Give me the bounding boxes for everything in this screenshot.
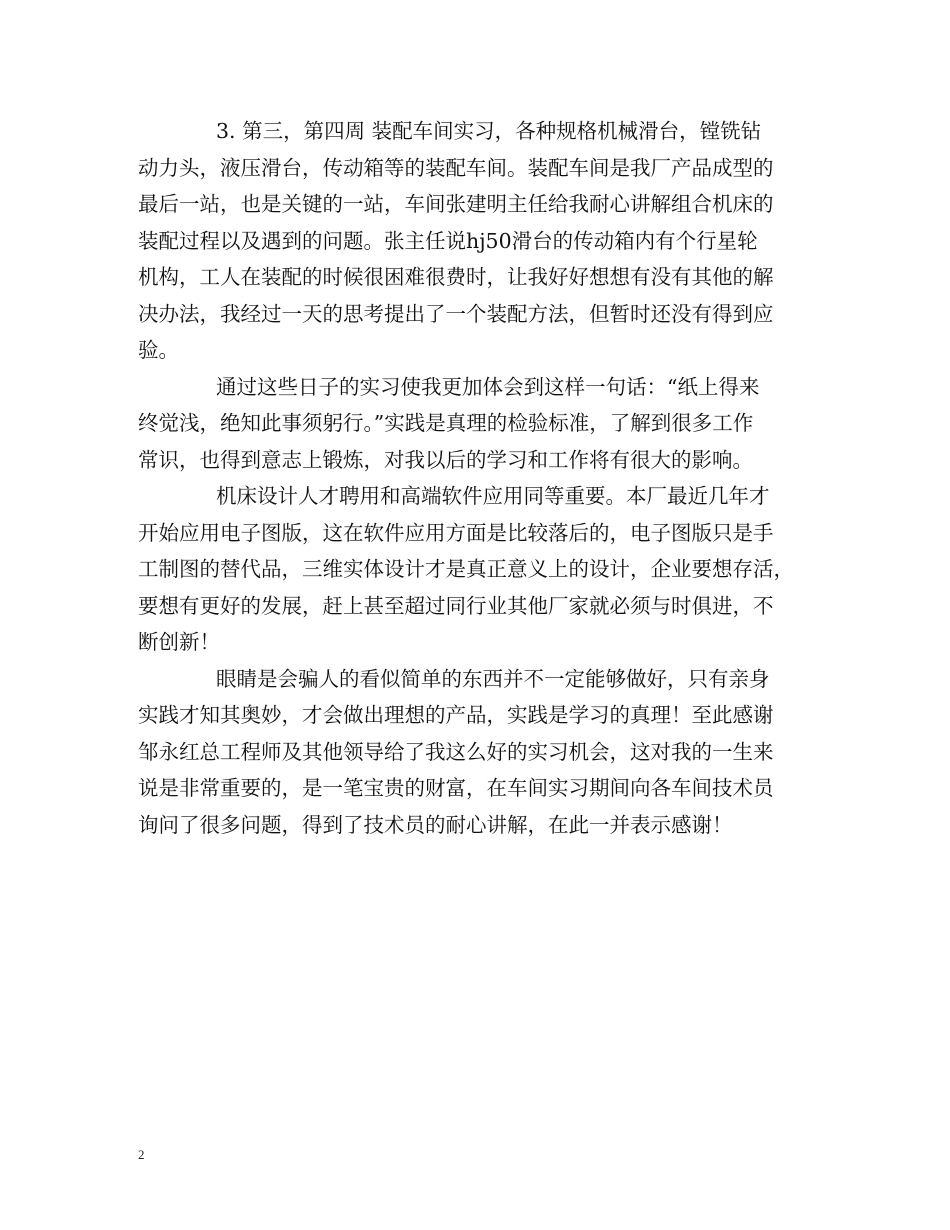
text-line: 工制图的替代品，三维实体设计才是真正意义上的设计，企业要想存活， xyxy=(138,557,794,581)
document-body xyxy=(138,113,822,843)
text-line: 询问了很多问题，得到了技术员的耐心讲解，在此一并表示感谢！ xyxy=(138,812,733,837)
paragraph-acknowledgement xyxy=(138,661,822,844)
text-line: 说是非常重要的，是一笔宝贵的财富，在车间实习期间向各车间技术员 xyxy=(138,776,774,800)
paragraph-assembly-workshop xyxy=(138,113,822,369)
text-line: 最后一站，也是关键的一站，车间张建明主任给我耐心讲解组合机床的 xyxy=(138,192,774,216)
text-line: 决办法，我经过一天的思考提出了一个装配方法，但暂时还没有得到应 xyxy=(138,301,774,326)
text-line: 常识，也得到意志上锻炼，对我以后的学习和工作将有很大的影响。 xyxy=(138,447,753,472)
text-line: 机构，工人在装配的时候很困难很费时，让我好好想想有没有其他的解 xyxy=(138,265,774,289)
text-line: 要想有更好的发展，赶上甚至超过同行业其他厂家就必须与时俱进，不 xyxy=(138,593,774,618)
page-number: 2 xyxy=(138,1147,145,1162)
text-line: 装配过程以及遇到的问题。张主任说hj50滑台的传动箱内有个行星轮 xyxy=(138,228,758,253)
text-line: 断创新！ xyxy=(138,630,220,654)
text-line: 3. 第三，第四周 装配车间实习，各种规格机械滑台，镗铣钻 xyxy=(216,119,762,143)
paragraph-software-application xyxy=(138,478,822,661)
text-line: 终觉浅，绝知此事须躬行。”实践是真理的检验标准，了解到很多工作 xyxy=(138,411,754,435)
paragraph-practice-insight xyxy=(138,369,822,479)
text-line: 验。 xyxy=(138,338,179,362)
text-line: 眼睛是会骗人的看似简单的东西并不一定能够做好，只有亲身 xyxy=(216,666,770,691)
text-line: 通过这些日子的实习使我更加体会到这样一句话：“纸上得来 xyxy=(216,374,760,399)
text-line: 动力头，液压滑台，传动箱等的装配车间。装配车间是我厂产品成型的 xyxy=(138,155,774,180)
text-line: 实践才知其奥妙，才会做出理想的产品，实践是学习的真理！至此感谢 xyxy=(138,703,774,727)
text-line: 邹永红总工程师及其他领导给了我这么好的实习机会，这对我的一生来 xyxy=(138,739,774,764)
text-line: 开始应用电子图版，这在软件应用方面是比较落后的，电子图版只是手 xyxy=(138,520,774,545)
text-line: 机床设计人才聘用和高端软件应用同等重要。本厂最近几年才 xyxy=(216,484,770,508)
